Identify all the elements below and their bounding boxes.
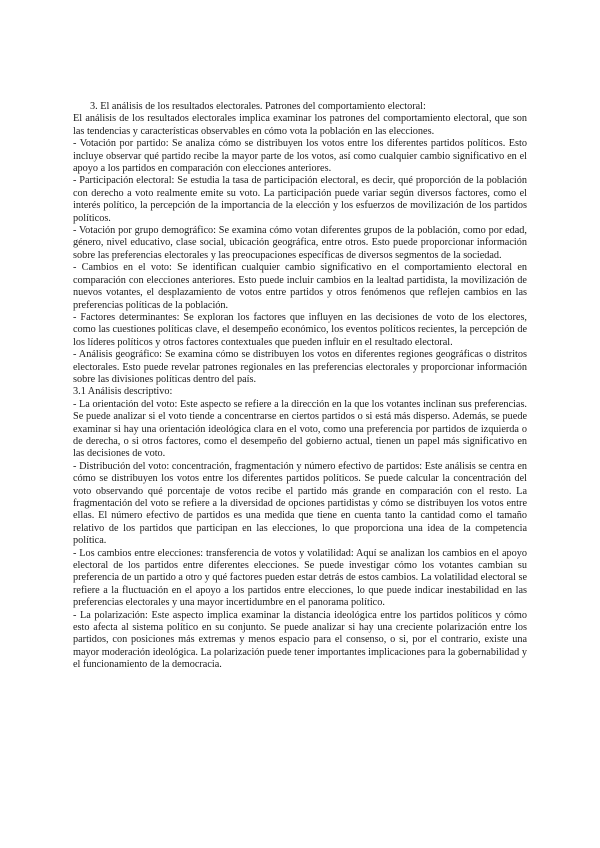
list-item: - La polarización: Este aspecto implica examinar la distancia ideológica entre los partidos políticos y cómo esto afecta al sistema político en su conjunto. Se puede analizar si hay una creciente polarización entre los partidos, con posiciones más extremas y menos espacio para el consenso, o si, por el contrario, existe una mayor moderación ideológica. La polarización puede tener importantes implicaciones para la gobernabilidad y el funcionamiento de la democracia. <box>73 609 527 671</box>
intro-paragraph: El análisis de los resultados electorales implica examinar los patrones del comportamiento electoral, que son las tendencias y características observables en cómo vota la población en las elecciones. <box>73 113 527 137</box>
list-item: - Distribución del voto: concentración, fragmentación y número efectivo de partidos: Este análisis se centra en cómo se distribuyen los votos entre los diferentes partidos políticos. Se puede calcular la concentración del voto observando qué porcentaje de votos recibe el partido más grande en comparación con el resto. La fragmentación del voto se refiere a la diversidad de opciones partidistas y cómo se distribuyen los votos entre ellas. El número efectivo de partidos es una medida que tiene en cuenta tanto la cantidad como el tamaño relativo de los partidos que participan en las elecciones, lo que proporciona una idea de la competencia política. <box>73 460 527 547</box>
section-heading: 3. El análisis de los resultados electorales. Patrones del comportamiento electoral: <box>90 101 426 112</box>
list-item: - Votación por grupo demográfico: Se examina cómo votan diferentes grupos de la población, como por edad, género, nivel educativo, clase social, ubicación geográfica, entre otros. Esto puede proporcionar información sobre las preferencias electorales y las preocupaciones específicas de diversos segmentos de la sociedad. <box>73 225 527 261</box>
list-item: - Cambios en el voto: Se identifican cualquier cambio significativo en el comportamiento electoral en comparación con elecciones anteriores. Esto puede incluir cambios en la lealtad partidista, la movilización de nuevos votantes, el desplazamiento de votos entre partidos y otros fenómenos que reflejen cambios en las preferencias políticas de la población. <box>73 262 527 311</box>
list-item: - Los cambios entre elecciones: transferencia de votos y volatilidad: Aquí se analizan los cambios en el apoyo electoral de los partidos entre diferentes elecciones. Se puede investigar cómo los votantes cambian su preferencia de un partido a otro y qué factores pueden estar detrás de estos cambios. La volatilidad electoral se refiere a la fluctuación en el apoyo a los partidos entre elecciones, lo que puede indicar inestabilidad en las preferencias electorales y una mayor incertidumbre en el panorama político. <box>73 547 527 609</box>
list-item: - La orientación del voto: Este aspecto se refiere a la dirección en la que los votantes inclinan sus preferencias. Se puede analizar si el voto tiende a concentrarse en ciertos partidos o si está más disperso. Además, se puede examinar si hay una orientación ideológica clara en el voto, como una preferencia por partidos de izquierda o de derecha, o si otros factores, como el desempeño del gobierno actual, tienen un papel más significativo en las decisiones de voto. <box>73 398 527 460</box>
list-item: - Votación por partido: Se analiza cómo se distribuyen los votos entre los diferentes partidos políticos. Esto incluye observar qué partido recibe la mayor parte de los votos, así como cualquier cambio significativo en el apoyo a los partidos en comparación con elecciones anteriores. <box>73 138 527 175</box>
list-item: - Factores determinantes: Se exploran los factores que influyen en las decisiones de voto de los electores, como las cuestiones políticas clave, el desempeño económico, los eventos políticos recientes, la percepción de los líderes políticos y otros factores contextuales que pueden influir en el resultado electoral. <box>73 311 527 348</box>
list-item: - Participación electoral: Se estudia la tasa de participación electoral, es decir, qué proporción de la población con derecho a voto realmente emite su voto. La participación puede variar según diversos factores, como el interés político, la percepción de la importancia de la elección y los esfuerzos de movilización de los partidos políticos. <box>73 175 527 224</box>
subsection-heading: 3.1 Análisis descriptivo: <box>73 386 173 398</box>
document-page <box>73 101 527 672</box>
list-item: - Análisis geográfico: Se examina cómo se distribuyen los votos en diferentes regiones geográficas o distritos electorales. Esto puede revelar patrones regionales en las preferencias electorales y proporcionar información sobre las divisiones políticas dentro del país. <box>73 349 527 385</box>
